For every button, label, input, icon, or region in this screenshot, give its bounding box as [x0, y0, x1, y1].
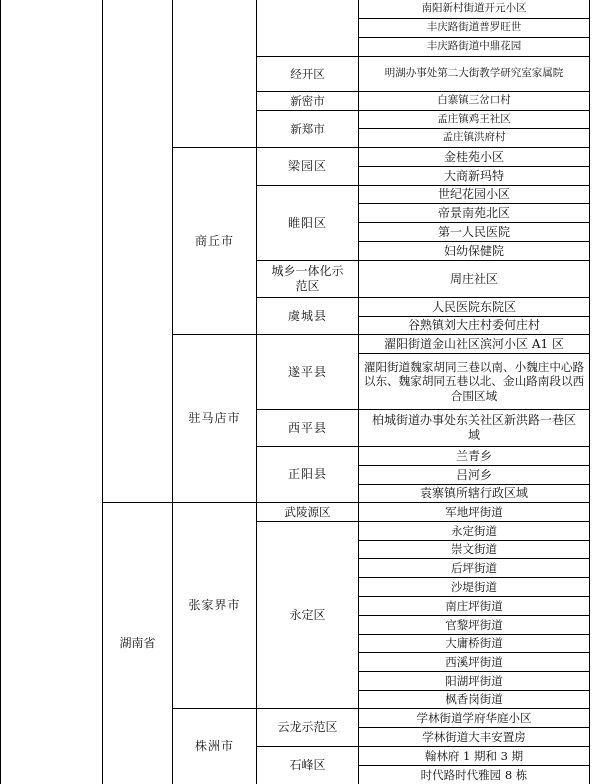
city-cell: 株洲市: [194, 739, 234, 753]
district-cell: 新密市: [290, 93, 325, 108]
area-cell: 世纪花园小区: [437, 187, 510, 201]
area-cell: 明湖办事处第二大街教学研究室家属院: [384, 67, 564, 80]
area-cell: 柏城街道办事处东关社区新洪路一巷区域: [371, 413, 576, 442]
district-cell: 西平县: [287, 420, 327, 435]
district-cell: 遂平县: [287, 364, 327, 379]
district-cell: 武陵源区: [284, 504, 331, 519]
area-cell: 沙堤街道: [451, 579, 497, 594]
area-cell: 袁寨镇所辖行政区域: [419, 486, 528, 500]
area-cell: 吕河乡: [455, 467, 492, 482]
table-border-left: [0, 0, 1, 784]
area-cell: 崇文街道: [451, 542, 497, 557]
area-cell: 后坪街道: [451, 560, 497, 575]
district-cell: 睢阳区: [287, 215, 327, 230]
area-cell: 时代路时代雅园 8 栋: [420, 767, 528, 782]
area-cell: 南庄坪街道: [445, 598, 503, 613]
area-cell: 第一人民医院: [437, 224, 510, 239]
area-cell: 丰庆路街道中鼎花园: [426, 40, 522, 53]
area-cell: 帝景南苑北区: [437, 205, 510, 220]
area-cell: 孟庄镇鸡王社区: [437, 112, 511, 125]
city-cell: 商丘市: [194, 233, 234, 248]
area-cell: 学林街道学府华庭小区: [416, 710, 532, 725]
area-cell: 谷熟镇刘大庄村委何庄村: [407, 318, 540, 332]
area-cell: 枫香岗街道: [445, 692, 503, 707]
district-cell: 正阳县: [287, 467, 327, 481]
city-cell: 张家界市: [188, 598, 241, 612]
area-cell: 丰庆路街道普罗旺世: [426, 21, 522, 34]
district-cell: 石峰区: [289, 758, 326, 772]
area-cell: 大商新玛特: [443, 168, 504, 183]
area-cell: 濯阳街道魏家胡同三巷以南、小魏庄中心路以东、魏家胡同五巷以北、金山路南段以西合围区域: [363, 359, 585, 403]
area-cell: 西溪坪街道: [445, 654, 503, 669]
district-cell: 新郑市: [290, 121, 325, 136]
area-cell: 金桂苑小区: [443, 149, 504, 164]
city-cell: 驻马店市: [188, 411, 241, 425]
area-cell: 白寨镇三岔口村: [437, 94, 511, 107]
district-cell: 虞城县: [287, 308, 327, 323]
area-cell: 人民医院东院区: [431, 299, 516, 314]
district-cell: 云龙示范区: [277, 720, 338, 734]
area-cell: 兰青乡: [455, 448, 492, 463]
area-cell: 阳湖坪街道: [445, 673, 503, 688]
area-cell: 官黎坪街道: [445, 617, 503, 632]
district-cell: 梁园区: [287, 159, 327, 173]
area-cell: 周庄社区: [449, 271, 498, 286]
province-cell: 湖南省: [119, 636, 156, 650]
district-cell: 永定区: [289, 607, 326, 622]
area-cell: 大庸桥街道: [445, 636, 503, 651]
table-border-right: [589, 0, 590, 784]
district-cell: 经开区: [290, 66, 325, 81]
area-cell: 南阳新村街道开元小区: [421, 2, 527, 15]
area-cell: 孟庄镇洪府村: [442, 131, 506, 144]
area-cell: 妇幼保健院: [443, 243, 504, 258]
area-cell: 永定街道: [451, 523, 497, 538]
area-cell: 濯阳街道金山社区滨河小区 A1 区: [384, 336, 564, 351]
area-cell: 学林街道大丰安置房: [422, 729, 526, 744]
area-cell: 翰林府 1 期和 3 期: [424, 748, 524, 763]
area-cell: 军地坪街道: [445, 504, 503, 519]
district-cell: 城乡一体化示范区: [271, 264, 344, 293]
